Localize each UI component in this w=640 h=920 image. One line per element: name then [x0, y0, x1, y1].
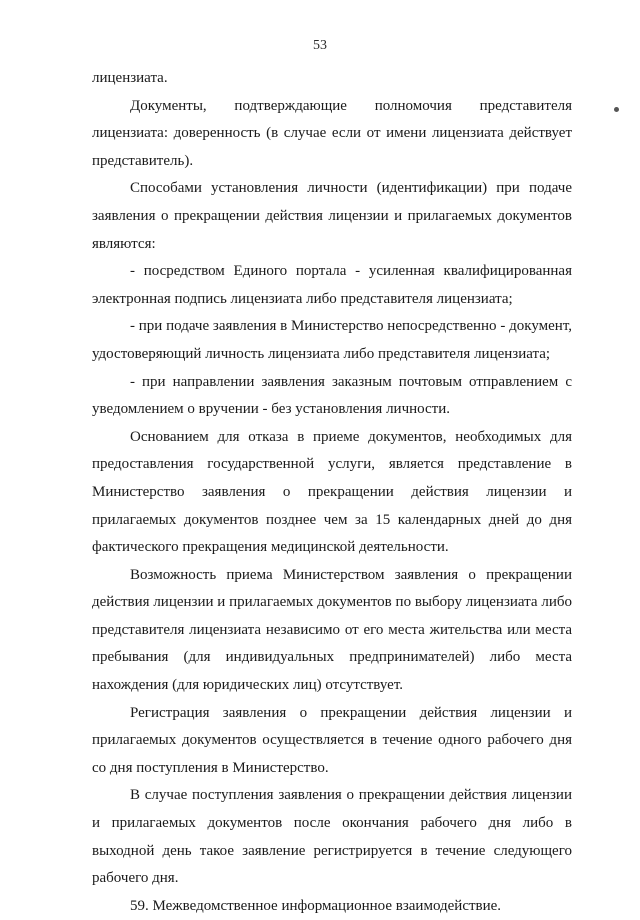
section-heading-59: 59. Межведомственное информационное взаимодействие. — [130, 897, 502, 914]
document-body — [92, 65, 572, 920]
paragraph-continuation: лицензиата. — [92, 70, 168, 86]
page-number: 53 — [313, 38, 327, 53]
paragraph-after-hours: В случае поступления заявления о прекращении действия лицензии и прилагаемых документов после окончания рабочего дня либо в выходной день такое заявление регистрируется в течение следующего рабочего дня. — [92, 787, 572, 887]
list-item-registered-mail: - при направлении заявления заказным почтовым отправлением с уведомлением о вручении - без установления личности. — [92, 373, 572, 418]
paragraph-extraterritorial: Возможность приема Министерством заявления о прекращении действия лицензии и прилагаемых документов по выбору лицензиата либо представителя лицензиата независимо от его места жительства или места пребывания (для индивидуальных предпринимателей) либо места нахождения (для юридических лиц) отсутствует. — [92, 566, 572, 694]
list-item-unified-portal: - посредством Единого портала - усиленная квалифицированная электронная подпись лицензиата либо представителя лицензиата; — [92, 263, 572, 307]
margin-mark — [614, 107, 619, 112]
list-item-direct-submission: - при подаче заявления в Министерство непосредственно - документ, удостоверяющий личность лицензиата либо представителя лицензиата; — [92, 318, 572, 362]
paragraph-representative-documents: Документы, подтверждающие полномочия представителя лицензиата: доверенность (в случае если от имени лицензиата действует представитель). — [92, 97, 572, 169]
paragraph-identification-methods: Способами установления личности (идентификации) при подаче заявления о прекращении действия лицензии и прилагаемых документов являются: — [92, 180, 572, 252]
paragraph-refusal-grounds: Основанием для отказа в приеме документов, необходимых для предоставления государственной услуги, является представление в Министерство заявления о прекращении действия лицензии и прилагаемых документов позднее чем за 15 календарных дней до дня фактического прекращения медицинской деятельности. — [92, 428, 572, 556]
paragraph-registration: Регистрация заявления о прекращении действия лицензии и прилагаемых документов осуществляется в течение одного рабочего дня со дня поступления в Министерство. — [92, 704, 572, 776]
